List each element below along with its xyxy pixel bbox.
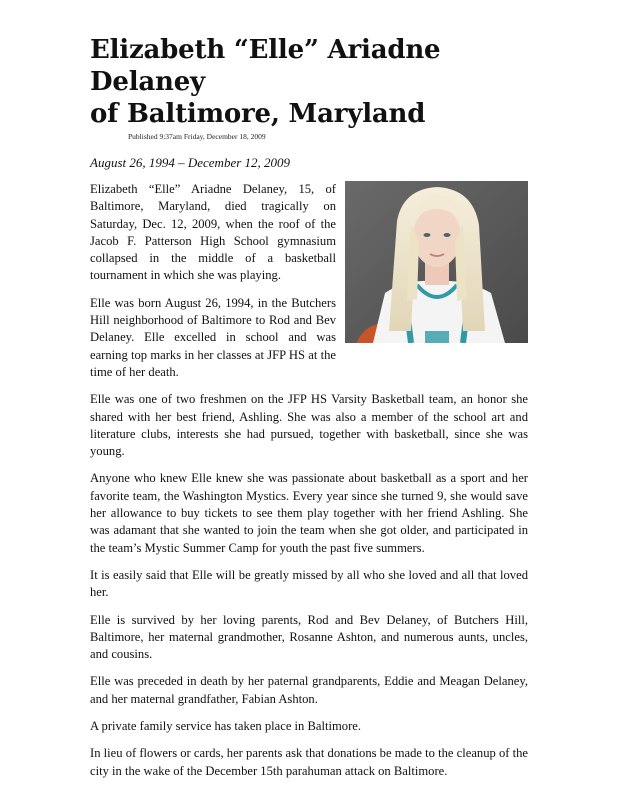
paragraph: Elle was one of two freshmen on the JFP HS Varsity Basketball team, an honor she shared with her best friend, Ashling. She was also a member of the school art and literature clubs, interests she had pursued, together with basketball, since she was young. bbox=[90, 392, 528, 459]
paragraph: It is easily said that Elle will be greatly missed by all who she loved and all that loved her. bbox=[90, 567, 528, 600]
page-title bbox=[90, 34, 528, 130]
paragraph: Elle is survived by her loving parents, Rod and Bev Delaney, of Butchers Hill, Baltimore, her maternal grandmother, Rosanne Ashton, and numerous aunts, uncles, and cousins. bbox=[90, 612, 528, 662]
portrait-photo-icon bbox=[345, 181, 528, 343]
life-dates: August 26, 1994 – December 12, 2009 bbox=[90, 155, 291, 170]
portrait-photo bbox=[345, 181, 528, 343]
title-line-2: of Baltimore, Maryland bbox=[90, 99, 426, 129]
paragraph: Anyone who knew Elle knew she was passionate about basketball as a sport and her favorite team, the Washington Mystics. Every year since she turned 9, she would save her allowance to buy tickets to see them play together with her friend Ashling. She was adamant that she wanted to join the team when she got older, and participated in the team’s Mystic Summer Camp for youth the past five summers. bbox=[90, 471, 528, 555]
obituary-article bbox=[90, 34, 528, 790]
paragraph: In lieu of flowers or cards, her parents ask that donations be made to the cleanup of the city in the wake of the December 15th parahuman attack on Baltimore. bbox=[90, 746, 528, 778]
paragraph: Elle was born August 26, 1994, in the Butchers Hill neighborhood of Baltimore to Rod and Bev Delaney. Elle excelled in school and was earning top marks in her classes at JFP HS at the time of her death. bbox=[90, 295, 336, 379]
published-timestamp: Published 9:37am Friday, December 18, 2009 bbox=[128, 132, 266, 141]
title-line-1: Elizabeth “Elle” Ariadne Delaney bbox=[90, 35, 441, 97]
paragraph: Elizabeth “Elle” Ariadne Delaney, 15, of Baltimore, Maryland, died tragically on Saturday, Dec. 12, 2009, when the roof of the Jacob F. Patterson High School gymnasium collapsed in the middle of a basketball tournament in which she was playing. bbox=[90, 182, 336, 283]
paragraph: Elle was preceded in death by her paternal grandparents, Eddie and Meagan Delaney, and her maternal grandfather, Fabian Ashton. bbox=[90, 674, 528, 706]
paragraph: A private family service has taken place in Baltimore. bbox=[90, 719, 362, 734]
